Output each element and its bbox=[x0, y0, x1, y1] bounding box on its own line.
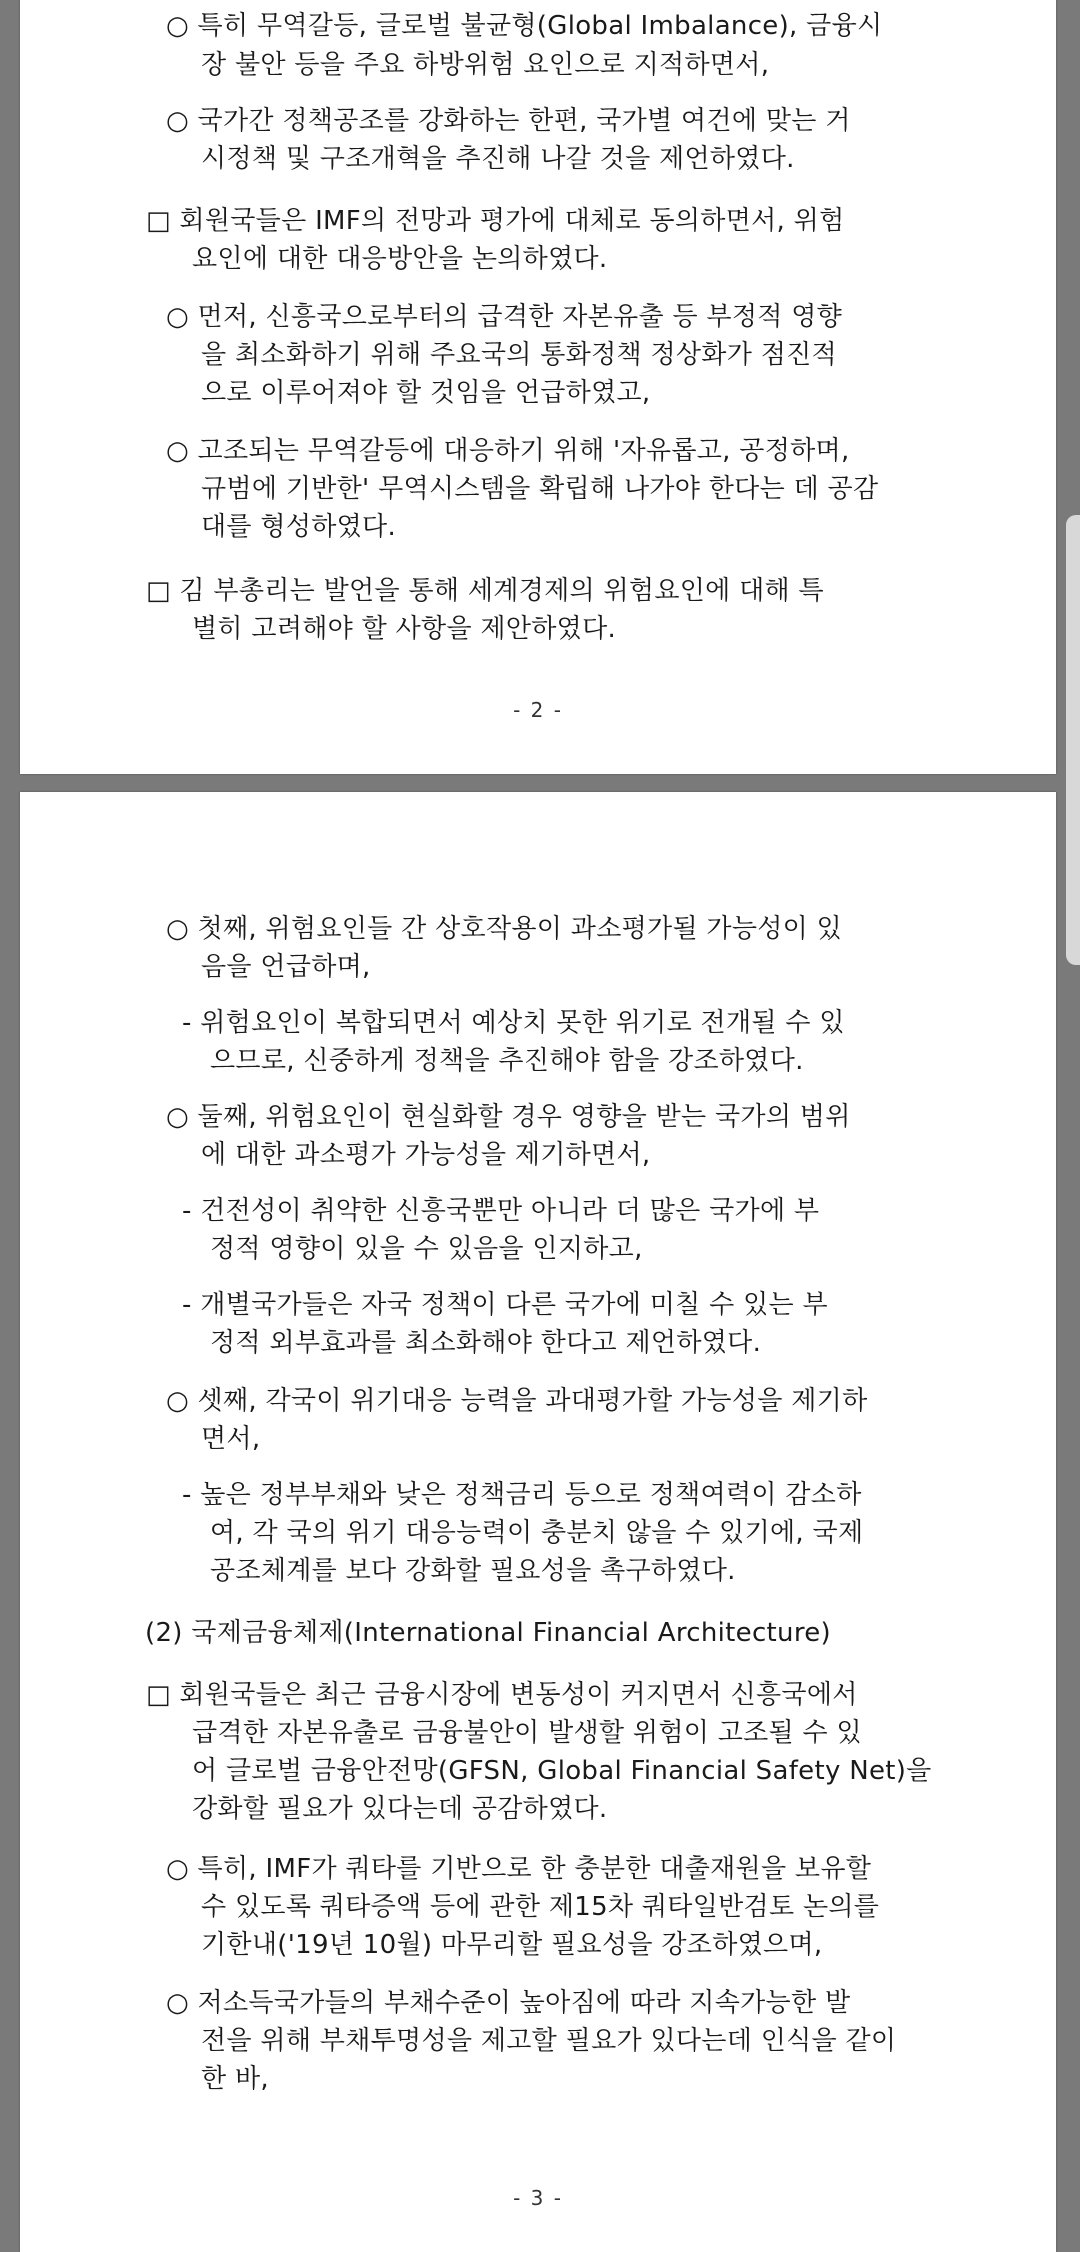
text-line: 정적 영향이 있을 수 있음을 인지하고, bbox=[210, 1234, 643, 1264]
text-line: 을 최소화하기 위해 주요국의 통화정책 정상화가 점진적 bbox=[201, 340, 837, 370]
text-line: 공조체계를 보다 강화할 필요성을 촉구하였다. bbox=[210, 1556, 736, 1586]
text-line: 대를 형성하였다. bbox=[201, 512, 397, 542]
text-line: 여, 각 국의 위기 대응능력이 충분치 않을 수 있기에, 국제 bbox=[210, 1518, 864, 1548]
text-line: 전을 위해 부채투명성을 제고할 필요가 있다는데 인식을 같이 bbox=[201, 2026, 897, 2056]
text-line: ○ 국가간 정책공조를 강화하는 한편, 국가별 여건에 맞는 거 bbox=[166, 106, 851, 136]
text-line: ○ 특히, IMF가 쿼타를 기반으로 한 충분한 대출재원을 보유할 bbox=[166, 1854, 872, 1884]
text-line: ○ 셋째, 각국이 위기대응 능력을 과대평가할 가능성을 제기하 bbox=[166, 1386, 868, 1416]
text-line: - 높은 정부부채와 낮은 정책금리 등으로 정책여력이 감소하 bbox=[182, 1480, 862, 1510]
text-line: 정적 외부효과를 최소화해야 한다고 제언하였다. bbox=[210, 1328, 762, 1358]
text-line: ○ 고조되는 무역갈등에 대응하기 위해 '자유롭고, 공정하며, bbox=[166, 436, 850, 466]
document-page-3 bbox=[20, 792, 1056, 2252]
text-line: 으므로, 신중하게 정책을 추진해야 함을 강조하였다. bbox=[210, 1046, 804, 1076]
text-line: - 개별국가들은 자국 정책이 다른 국가에 미칠 수 있는 부 bbox=[182, 1290, 828, 1320]
text-line: 으로 이루어져야 할 것임을 언급하였고, bbox=[201, 378, 651, 408]
text-line: 요인에 대한 대응방안을 논의하였다. bbox=[192, 244, 608, 274]
text-line: □ 회원국들은 IMF의 전망과 평가에 대체로 동의하면서, 위험 bbox=[146, 206, 845, 236]
text-line: 별히 고려해야 할 사항을 제안하였다. bbox=[192, 614, 617, 644]
text-line: 규범에 기반한' 무역시스템을 확립해 나가야 한다는 데 공감 bbox=[201, 474, 879, 504]
text-line: - 위험요인이 복합되면서 예상치 못한 위기로 전개될 수 있 bbox=[182, 1008, 845, 1038]
text-line: 장 불안 등을 주요 하방위험 요인으로 지적하면서, bbox=[201, 50, 770, 80]
text-line: 기한내('19년 10월) 마무리할 필요성을 강조하였으며, bbox=[201, 1930, 823, 1960]
text-line: 강화할 필요가 있다는데 공감하였다. bbox=[192, 1794, 608, 1824]
page-number: - 3 - bbox=[513, 2186, 563, 2210]
text-line: 에 대한 과소평가 가능성을 제기하면서, bbox=[201, 1140, 651, 1170]
text-line: □ 회원국들은 최근 금융시장에 변동성이 커지면서 신흥국에서 bbox=[146, 1680, 858, 1710]
section-heading: (2) 국제금융체제(International Financial Architecture) bbox=[145, 1618, 831, 1648]
text-line: ○ 저소득국가들의 부채수준이 높아짐에 따라 지속가능한 발 bbox=[166, 1988, 851, 2018]
text-line: 어 글로벌 금융안전망(GFSN, Global Financial Safety Net)을 bbox=[192, 1756, 932, 1786]
text-line: 음을 언급하며, bbox=[201, 952, 371, 982]
text-line: 급격한 자본유출로 금융불안이 발생할 위험이 고조될 수 있 bbox=[192, 1718, 862, 1748]
text-line: 한 바, bbox=[201, 2064, 269, 2094]
document-page-2 bbox=[20, 0, 1056, 774]
text-line: - 건전성이 취약한 신흥국뿐만 아니라 더 많은 국가에 부 bbox=[182, 1196, 820, 1226]
text-line: ○ 둘째, 위험요인이 현실화할 경우 영향을 받는 국가의 범위 bbox=[166, 1102, 851, 1132]
text-line: ○ 첫째, 위험요인들 간 상호작용이 과소평가될 가능성이 있 bbox=[166, 914, 843, 944]
text-line: ○ 먼저, 신흥국으로부터의 급격한 자본유출 등 부정적 영향 bbox=[166, 302, 843, 332]
text-line: 수 있도록 쿼타증액 등에 관한 제15차 쿼타일반검토 논의를 bbox=[201, 1892, 880, 1922]
page-number: - 2 - bbox=[513, 698, 563, 722]
scrollbar-thumb[interactable] bbox=[1066, 515, 1080, 965]
text-line: ○ 특히 무역갈등, 글로벌 불균형(Global Imbalance), 금융시 bbox=[166, 11, 883, 41]
text-line: 시정책 및 구조개혁을 추진해 나갈 것을 제언하였다. bbox=[201, 144, 795, 174]
text-line: 면서, bbox=[201, 1424, 261, 1454]
text-line: □ 김 부총리는 발언을 통해 세계경제의 위험요인에 대해 특 bbox=[146, 576, 824, 606]
